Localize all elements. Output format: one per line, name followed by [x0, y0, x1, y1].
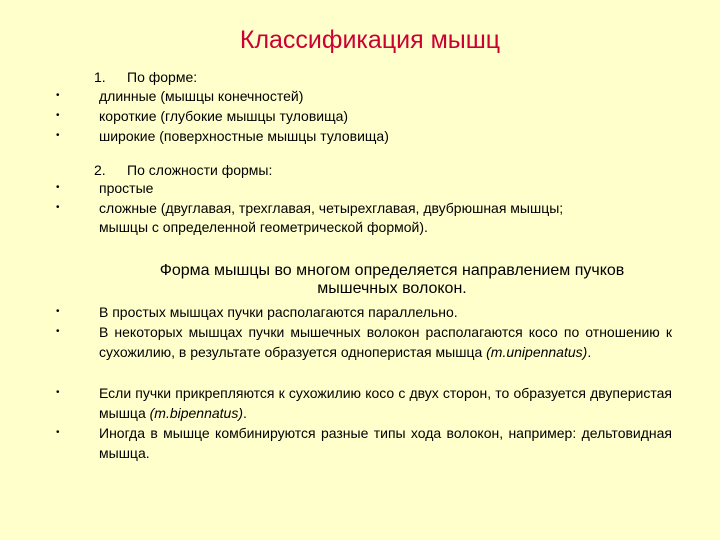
- bullet-icon: •: [56, 387, 60, 398]
- section1-number: 1.: [94, 69, 106, 85]
- bullet-icon: •: [56, 326, 60, 337]
- detail-paragraph: [99, 383, 672, 423]
- section1-item: длинные (мышцы конечностей): [99, 88, 304, 104]
- bullet-icon: •: [56, 182, 60, 193]
- form-heading-line2: мышечных волокон.: [317, 280, 467, 297]
- section2-item: простые: [99, 180, 154, 196]
- detail-text: В некоторых мышцах пучки мышечных волокон располагаются косо по отношению к сухожилию, в результате образуется одноперистая мышца: [99, 324, 672, 360]
- detail-tail: .: [243, 405, 247, 421]
- bullet-icon: •: [56, 90, 60, 101]
- bullet-icon: •: [56, 202, 60, 213]
- detail-text: В простых мышцах пучки располагаются параллельно.: [99, 304, 458, 320]
- detail-paragraph: [99, 322, 672, 362]
- bullet-icon: •: [56, 427, 60, 438]
- section2-title: По сложности формы:: [127, 162, 273, 178]
- detail-paragraph: [99, 423, 672, 463]
- slide-title: Классификация мышц: [239, 26, 501, 54]
- bullet-icon: •: [56, 110, 60, 121]
- latin-term: (m.unipennatus): [486, 344, 588, 360]
- detail-tail: .: [587, 344, 592, 360]
- section2-number: 2.: [94, 162, 106, 178]
- bullet-icon: •: [56, 130, 60, 141]
- section1-heading: [94, 67, 197, 87]
- detail-paragraph: [99, 302, 672, 322]
- section2-heading: [94, 160, 272, 180]
- bullet-icon: •: [56, 306, 60, 317]
- form-heading-line1: Форма мышцы во многом определяется направлением пучков: [159, 262, 625, 279]
- section1-item: короткие (глубокие мышцы туловища): [99, 108, 349, 124]
- section2-item: сложные (двуглавая, трехглавая, четырехглавая, двубрюшная мышцы;: [99, 200, 564, 216]
- section1-item: широкие (поверхностные мышцы туловища): [99, 128, 389, 144]
- detail-text: Иногда в мышце комбинируются разные типы хода волокон, например: дельтовидная мышца.: [99, 425, 672, 461]
- section2-item-continuation: мышцы с определенной геометрической формой).: [99, 219, 428, 235]
- form-heading: [122, 262, 662, 298]
- latin-term: (m.bipennatus): [149, 405, 244, 421]
- section1-title: По форме:: [127, 69, 198, 85]
- detail-text: Если пучки прикрепляются к сухожилию косо с двух сторон, то образуется двуперистая мышца: [99, 385, 672, 421]
